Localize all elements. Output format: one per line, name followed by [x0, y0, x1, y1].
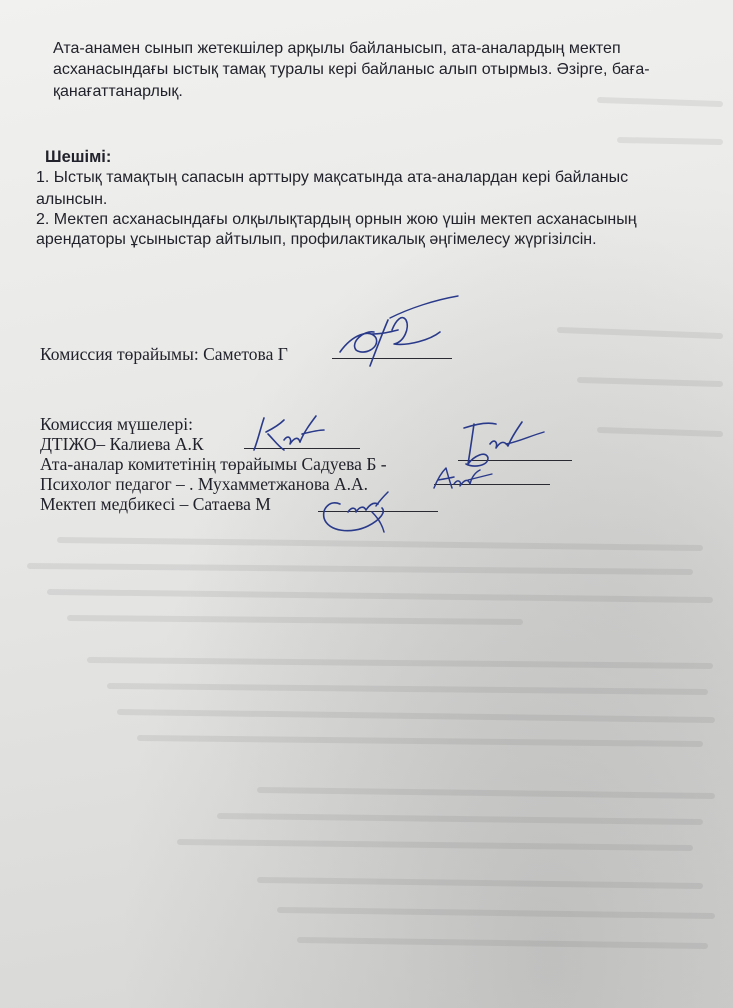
member-2-signature-line	[458, 460, 572, 461]
member-3-signature	[428, 462, 498, 496]
intro-line-3: қанағаттанарлық.	[53, 83, 183, 100]
member-1-signature-line	[244, 448, 360, 449]
decision-item-2: 2. Мектеп асханасындағы олқылықтардың орнын жою үшін мектеп асханасының	[36, 211, 637, 228]
intro-line-2: асханасындағы ыстық тамақ туралы кері байланыс алып отырмыз. Әзірге, баға-	[53, 61, 650, 78]
decision-item-2-cont: арендаторы ұсыныстар айтылып, профилактикалық әңгімелесу жүргізілсін.	[36, 231, 597, 248]
decision-item-1: 1. Ыстық тамақтың сапасын арттыру мақсатында ата-аналардан кері байланыс	[36, 169, 629, 186]
members-heading: Комиссия мүшелері:	[40, 414, 194, 434]
chair-label: Комиссия төрайымы: Саметова Г	[40, 344, 288, 364]
chair-signature	[330, 290, 470, 380]
chair-signature-line	[332, 358, 452, 359]
decision-item-1-cont: алынсын.	[36, 191, 108, 208]
member-4-signature-line	[318, 511, 438, 512]
member-1: ДТІЖО– Калиева А.К	[40, 434, 204, 454]
member-2: Ата-аналар комитетінің төрайымы Садуева Б -	[40, 454, 387, 474]
member-3: Психолог педагог – . Мухамметжанова А.А.	[40, 474, 369, 494]
member-3-signature-line	[434, 484, 550, 485]
member-1-signature	[240, 410, 350, 458]
decision-heading: Шешімі:	[45, 148, 112, 166]
intro-line-1: Ата-анамен сынып жетекшілер арқылы байланысып, ата-аналардың мектеп	[53, 40, 621, 57]
member-2-signature	[452, 414, 552, 474]
member-4: Мектеп медбикесі – Сатаева М	[40, 494, 271, 514]
